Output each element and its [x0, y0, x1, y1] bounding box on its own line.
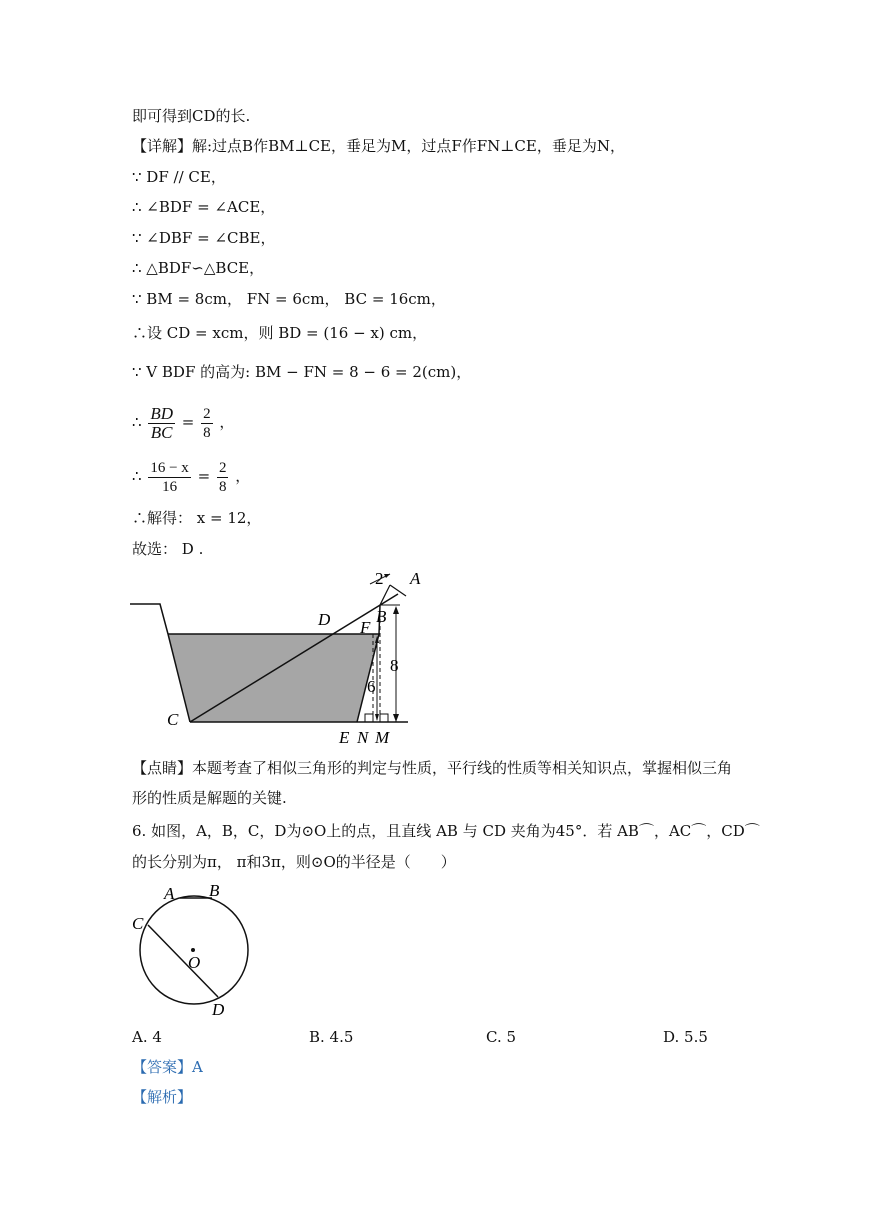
fraction-bd-bc	[148, 405, 175, 442]
fraction-numerator: BD	[150, 403, 173, 423]
right-angle-n	[365, 714, 373, 722]
analysis-line: 【解析】	[132, 1088, 193, 1106]
step-similar: ∴ △BDF∽△BCE，	[132, 259, 265, 277]
text-line-1: 即可得到CD的长.	[132, 107, 251, 125]
fraction-numerator: 2	[203, 405, 211, 422]
label-b: B	[376, 607, 387, 626]
label-c: C	[167, 710, 179, 729]
step-let-cd: ∴设 CD = xcm，则 BD = (16 − x) cm，	[132, 324, 428, 342]
step-given-lengths: ∵ BM = 8cm， FN = 6cm， BC = 16cm，	[132, 290, 446, 308]
solution-detail-line: 【详解】解:过点B作BM⊥CE，垂足为M，过点F作FN⊥CE，垂足为N，	[132, 137, 625, 155]
equals-sign: =	[181, 413, 195, 431]
ratio-1-prefix: ∴	[132, 413, 142, 431]
step-height: ∵ V BDF 的高为: BM − FN = 8 − 6 = 2(cm)，	[132, 363, 472, 381]
label-d: D	[318, 610, 331, 629]
label-d: D	[212, 1000, 225, 1019]
comment-line-2: 形的性质是解题的关键.	[132, 789, 287, 807]
chord-cd	[148, 925, 218, 997]
circle-figure	[128, 880, 258, 1020]
label-a: A	[410, 569, 421, 588]
fraction-denominator: BC	[150, 422, 173, 442]
step-ratio-2	[132, 454, 250, 498]
answer-line: 【答案】A	[132, 1058, 203, 1076]
label-6: 6	[367, 677, 376, 696]
label-c: C	[132, 914, 144, 933]
fraction-denominator: 16	[162, 478, 178, 495]
punctuation: ，	[219, 413, 235, 431]
fraction-denominator: 8	[203, 424, 211, 441]
ratio-2-prefix: ∴	[132, 467, 142, 485]
water-area	[168, 634, 379, 722]
label-n: N	[357, 728, 369, 747]
right-angle-m	[380, 714, 388, 722]
label-2: 2	[375, 569, 384, 588]
question-6-line-2: 的长分别为π， π和3π，则⊙O的半径是（ ）	[132, 853, 456, 871]
fraction-2-8	[201, 405, 213, 442]
label-e: E	[339, 728, 350, 747]
ground-ledge	[130, 604, 168, 634]
arrow-head	[393, 606, 399, 614]
step-common-angle: ∵ ∠DBF = ∠CBE，	[132, 229, 276, 247]
arrow-head	[393, 714, 399, 722]
option-b: B. 4.5	[309, 1028, 354, 1046]
fraction-denominator: 8	[218, 478, 227, 495]
step-choice: 故选： D .	[132, 540, 204, 558]
label-8: 8	[390, 656, 399, 675]
fraction-numerator: 2	[218, 459, 227, 476]
fraction-2-8	[217, 459, 229, 496]
option-d: D. 5.5	[663, 1028, 708, 1046]
label-b: B	[209, 881, 220, 900]
fraction-16-minus-x	[148, 459, 190, 496]
comment-line-1: 【点睛】本题考查了相似三角形的判定与性质，平行线的性质等相关知识点，掌握相似三角	[132, 759, 733, 777]
label-f: F	[360, 618, 371, 637]
pool-ladder-figure	[128, 568, 428, 748]
option-c: C. 5	[486, 1028, 517, 1046]
fraction-numerator: 16 − x	[150, 459, 189, 476]
center-point	[191, 948, 195, 952]
option-a: A. 4	[132, 1028, 162, 1046]
label-m: M	[375, 728, 390, 747]
step-angle-equal: ∴ ∠BDF = ∠ACE，	[132, 198, 276, 216]
step-solve: ∴解得： x = 12，	[132, 509, 262, 527]
equals-sign: =	[197, 467, 211, 485]
label-o: O	[188, 953, 201, 972]
step-ratio-1	[132, 400, 234, 444]
arrow-head	[375, 714, 379, 721]
question-6-line-1: 6. 如图，A，B，C，D为⊙O上的点，且直线 AB 与 CD 夹角为45°．若 AB⌒，AC⌒，CD⌒	[132, 822, 760, 840]
label-a: A	[164, 884, 175, 903]
step-parallel: ∵ DF // CE，	[132, 168, 226, 186]
punctuation: ，	[235, 467, 251, 485]
